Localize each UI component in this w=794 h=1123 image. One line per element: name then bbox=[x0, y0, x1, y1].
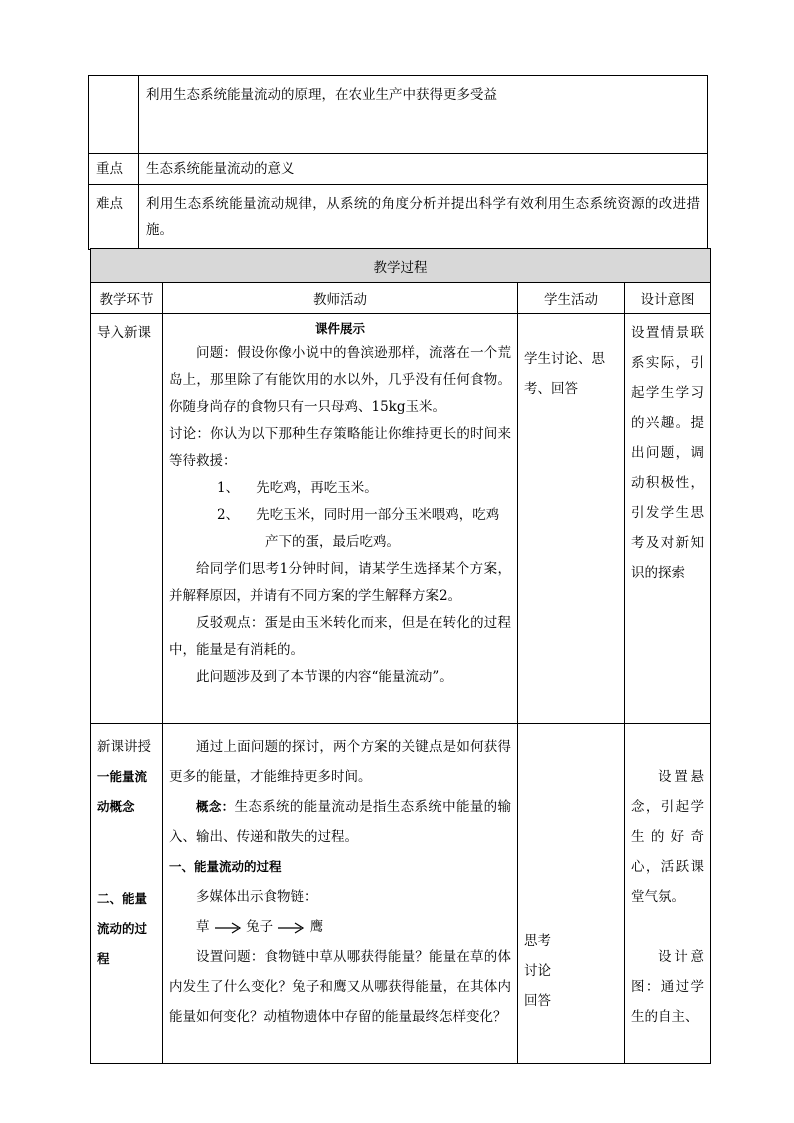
intro-student-activity: 学生讨论、思考、回答 bbox=[518, 314, 625, 724]
arrow-icon bbox=[214, 922, 242, 934]
goal-text: 利用生态系统能量流动的原理，在农业生产中获得更多受益 bbox=[139, 76, 708, 154]
objectives-table bbox=[88, 75, 708, 250]
difficult-point-label: 难点 bbox=[89, 185, 139, 250]
new-lesson-teacher-activity bbox=[163, 724, 518, 1064]
food-chain bbox=[169, 912, 511, 942]
chain-eagle: 鹰 bbox=[309, 919, 324, 935]
new-lesson-student-activity bbox=[518, 724, 625, 1064]
process-title: 教学过程 bbox=[91, 249, 711, 283]
intro-discussion: 讨论：你认为以下那种生存策略能让你维持更长的时间来等待救援： bbox=[169, 426, 511, 469]
intro-design-intent: 设置情景联系实际，引起学生学习的兴趣。提出问题，调动积极性，引发学生思考及对新知识的探索 bbox=[625, 314, 711, 724]
option-2 bbox=[169, 502, 511, 529]
option-2-text: 先吃玉米，同时用一部分玉米喂鸡，吃鸡 bbox=[256, 507, 500, 523]
think-instruction: 给同学们思考1分钟时间，请某学生选择某个方案，并解释原因，并请有不同方案的学生解释方案2。 bbox=[169, 561, 511, 604]
intro-teacher-activity bbox=[163, 314, 518, 724]
option-1-number: 1、 bbox=[217, 480, 240, 496]
option-2-number: 2、 bbox=[217, 507, 240, 523]
difficult-point-text: 利用生态系统能量流动规律，从系统的角度分析并提出科学有效利用生态系统资源的改进措施。 bbox=[139, 185, 708, 250]
energy-flow-concept-label: 一能量流动概念 bbox=[97, 769, 148, 814]
design-suspense: 设置悬念，引起学生的好奇心，活跃课堂气氛。 bbox=[631, 769, 704, 905]
rebuttal: 反驳观点：蛋是由玉米转化而来，但是在转化的过程中，能量是有消耗的。 bbox=[169, 615, 511, 658]
key-point-label: 重点 bbox=[89, 154, 139, 185]
process-heading: 一、能量流动的过程 bbox=[169, 859, 282, 874]
intro-question: 问题：假设你像小说中的鲁滨逊那样，流落在一个荒岛上，那里除了有能饮用的水以外，几乎没有任何食物。你随身尚存的食物只有一只母鸡、15kg玉米。 bbox=[169, 345, 511, 415]
arrow-icon bbox=[277, 922, 305, 934]
header-design: 设计意图 bbox=[625, 283, 711, 314]
key-point-text: 生态系统能量流动的意义 bbox=[139, 154, 708, 185]
student-think: 思考 bbox=[524, 933, 551, 949]
concept-text: 生态系统的能量流动是指生态系统中能量的输入、输出、传递和散失的过程。 bbox=[169, 799, 511, 845]
teaching-process-table bbox=[90, 248, 711, 1064]
student-discuss: 讨论 bbox=[524, 963, 551, 979]
new-lesson-label: 新课讲授 bbox=[97, 739, 151, 755]
chain-grass: 草 bbox=[196, 919, 210, 935]
media-food-chain: 多媒体出示食物链： bbox=[196, 889, 318, 905]
concept-definition bbox=[169, 792, 511, 852]
design-intent-2: 设计意图：通过学生的自主、 bbox=[631, 949, 704, 1025]
option-1-text: 先吃鸡，再吃玉米。 bbox=[256, 480, 378, 496]
chain-rabbit: 兔子 bbox=[246, 919, 274, 935]
header-section: 教学环节 bbox=[91, 283, 163, 314]
set-questions: 设置问题：食物链中草从哪获得能量？能量在草的体内发生了什么变化？兔子和鹰又从哪获得能量，在其体内能量如何变化？动植物遗体中存留的能量最终怎样变化？ bbox=[169, 949, 511, 1025]
new-lesson-design-intent bbox=[625, 724, 711, 1064]
student-answer: 回答 bbox=[524, 993, 551, 1009]
concept-label: 概念： bbox=[196, 799, 235, 814]
new-lesson-intro: 通过上面问题的探讨，两个方案的关键点是如何获得更多的能量，才能维持更多时间。 bbox=[169, 739, 511, 785]
header-student: 学生活动 bbox=[518, 283, 625, 314]
option-1 bbox=[169, 475, 511, 502]
header-teacher: 教师活动 bbox=[163, 283, 518, 314]
new-lesson-section bbox=[91, 724, 163, 1064]
option-2-continued: 产下的蛋，最后吃鸡。 bbox=[265, 534, 400, 550]
intro-section: 导入新课 bbox=[91, 314, 163, 724]
courseware-heading: 课件展示 bbox=[314, 321, 365, 336]
goal-label-cell bbox=[89, 76, 139, 154]
energy-flow-process-label: 二、能量流动的过程 bbox=[97, 891, 148, 966]
topic-intro: 此问题涉及到了本节课的内容“能量流动”。 bbox=[196, 669, 453, 685]
